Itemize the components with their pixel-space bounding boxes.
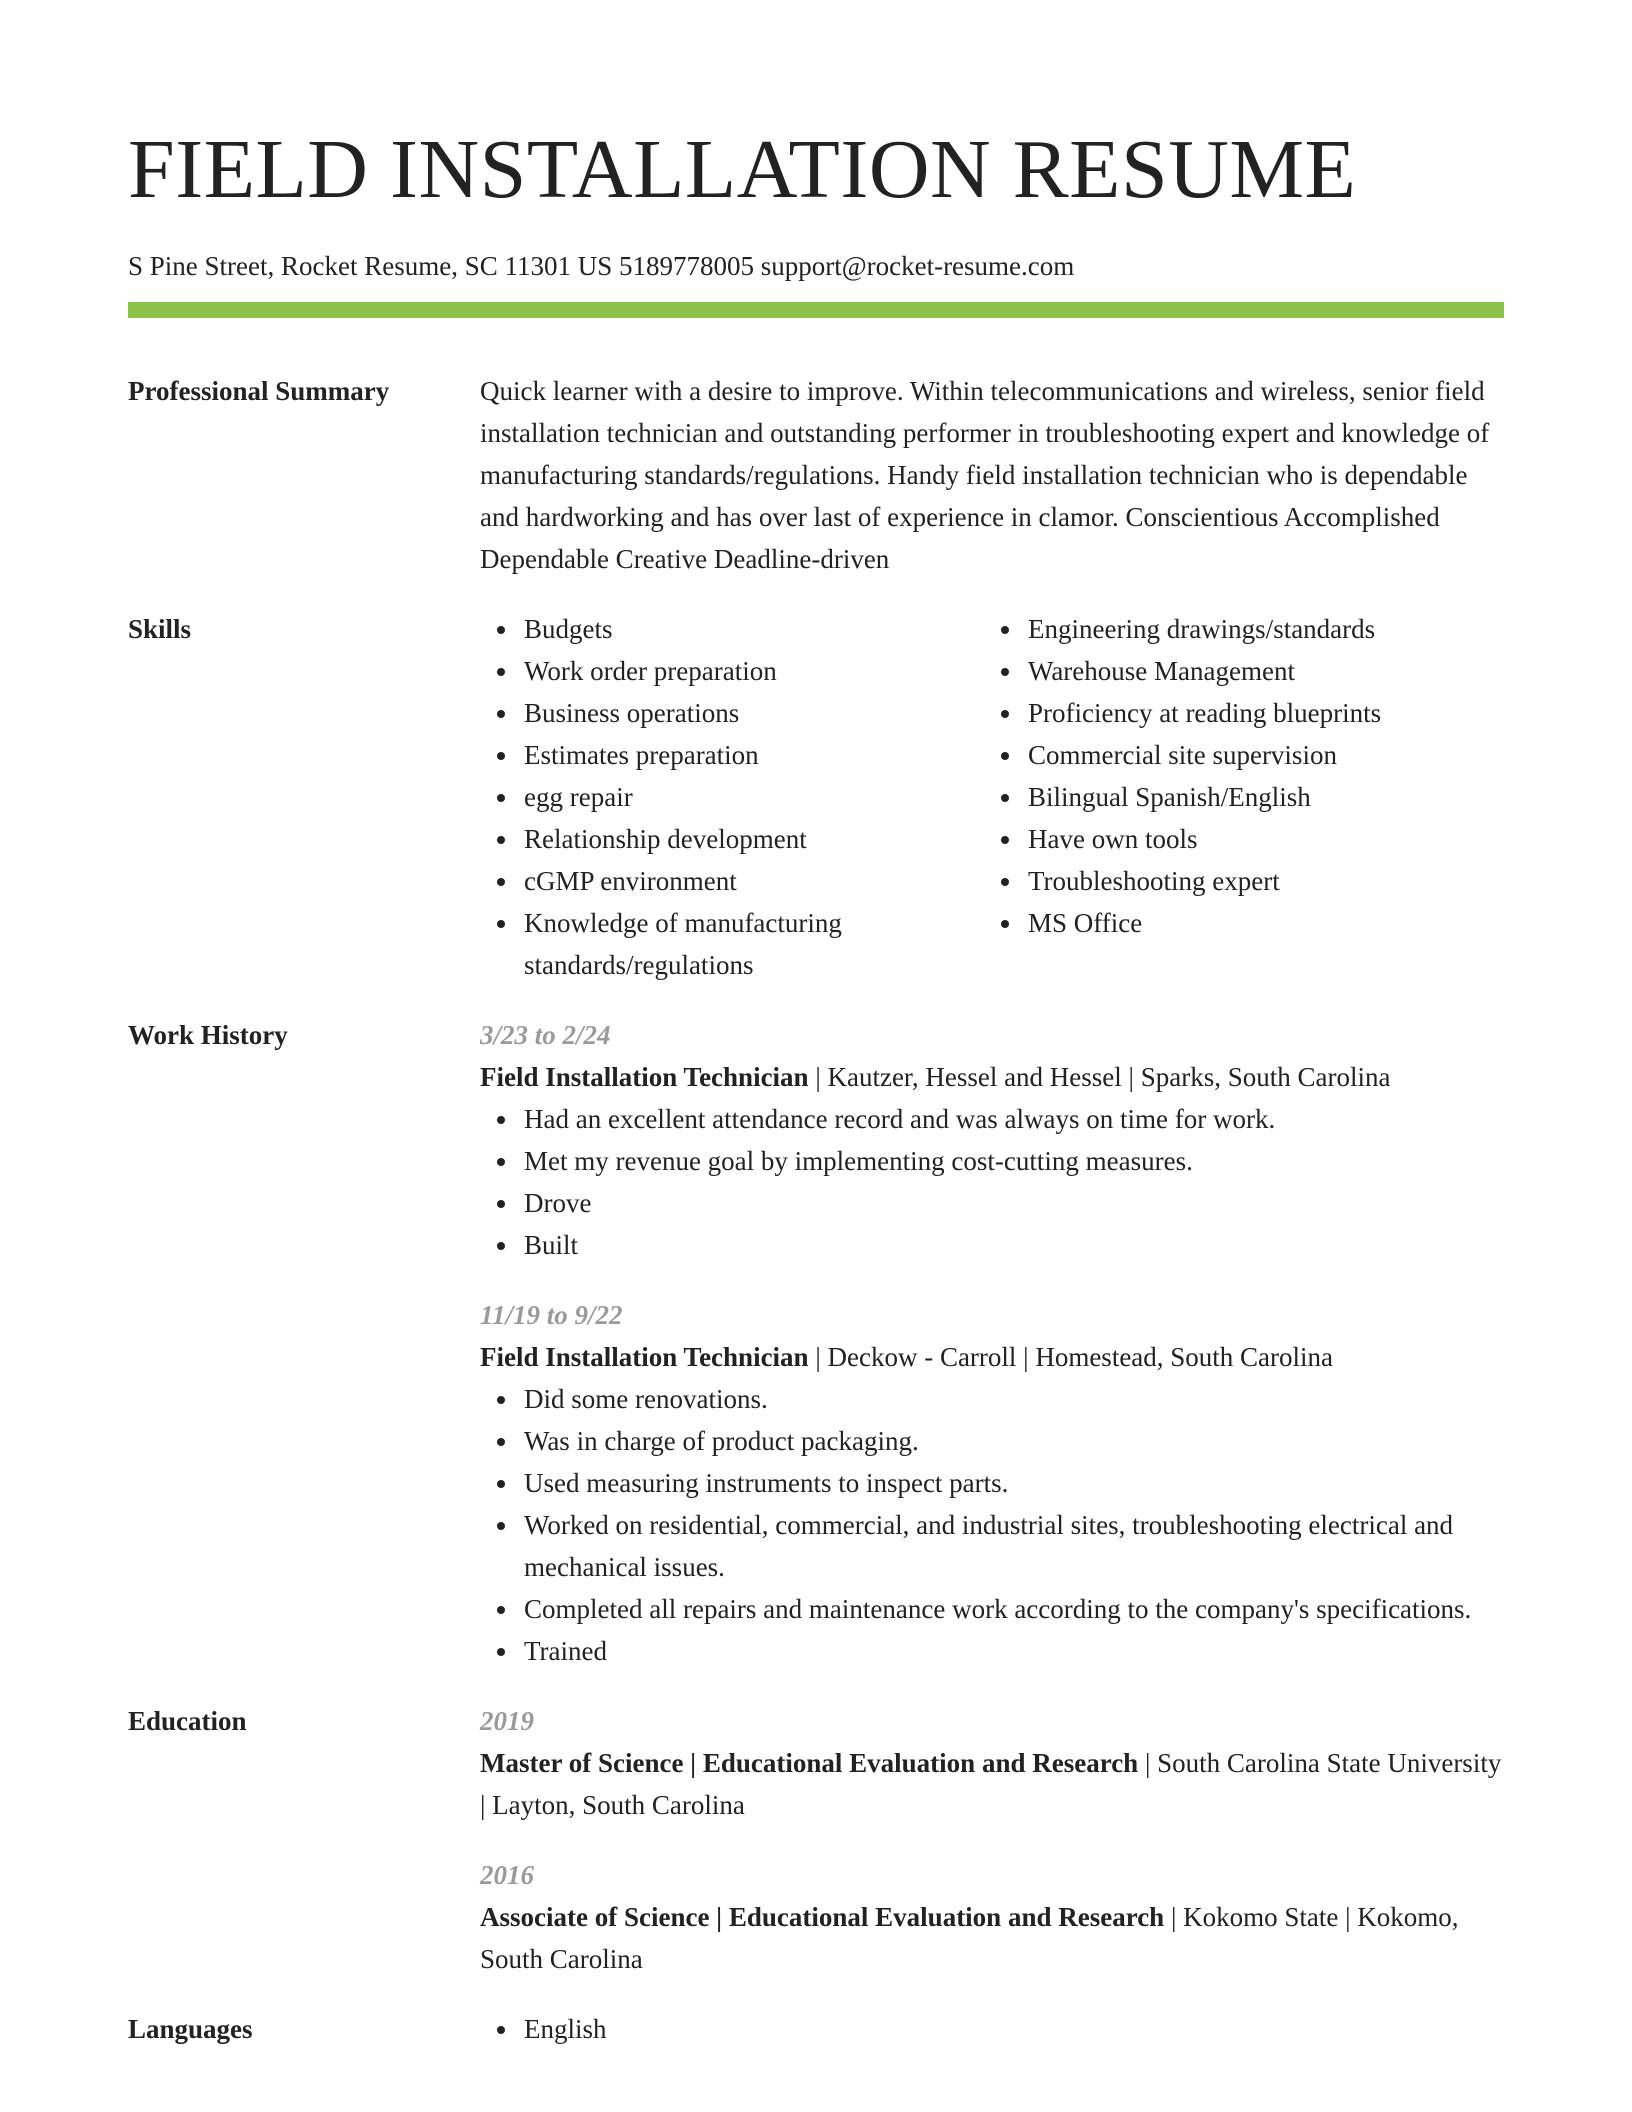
job-bullet: Trained bbox=[524, 1630, 1504, 1672]
header-divider bbox=[128, 302, 1504, 318]
skill-item: cGMP environment bbox=[524, 860, 984, 902]
skill-item: Engineering drawings/standards bbox=[1028, 608, 1504, 650]
job-bullets bbox=[480, 1378, 1504, 1672]
skill-item: Warehouse Management bbox=[1028, 650, 1504, 692]
summary-text: Quick learner with a desire to improve. Within telecommunications and wireless, senior field installation technician and outstanding performer in troubleshooting expert and knowledge of manufacturing standards/regulations. Handy field installation technician who is dependable and hardworking and has over last of experience in clamor. Conscientious Accomplished Dependable Creative Deadline-driven bbox=[480, 376, 1490, 574]
languages-label: Languages bbox=[128, 2014, 253, 2044]
skill-item: Have own tools bbox=[1028, 818, 1504, 860]
skill-item: Commercial site supervision bbox=[1028, 734, 1504, 776]
job-entry bbox=[480, 1014, 1504, 1266]
job-bullet: Was in charge of product packaging. bbox=[524, 1420, 1504, 1462]
job-bullet: Used measuring instruments to inspect parts. bbox=[524, 1462, 1504, 1504]
skill-item: egg repair bbox=[524, 776, 984, 818]
resume-title: FIELD INSTALLATION RESUME bbox=[128, 123, 1357, 216]
skills-label: Skills bbox=[128, 614, 192, 644]
skill-item: Work order preparation bbox=[524, 650, 984, 692]
summary-section bbox=[128, 370, 1504, 580]
skill-item: Relationship development bbox=[524, 818, 984, 860]
education-heading bbox=[480, 1896, 1504, 1980]
job-title: Field Installation Technician bbox=[480, 1062, 809, 1092]
language-item: English bbox=[524, 2008, 1504, 2050]
skill-item: Knowledge of manufacturing standards/regulations bbox=[524, 902, 984, 986]
job-bullet: Completed all repairs and maintenance work according to the company's specifications. bbox=[524, 1588, 1504, 1630]
degree-title: Associate of Science | Educational Evaluation and Research bbox=[480, 1902, 1165, 1932]
skills-list-right bbox=[984, 608, 1504, 944]
job-bullet: Met my revenue goal by implementing cost-cutting measures. bbox=[524, 1140, 1504, 1182]
job-entry bbox=[480, 1294, 1504, 1672]
work-history-label: Work History bbox=[128, 1020, 288, 1050]
education-details: | South Carolina State University | Layton, South Carolina bbox=[480, 1748, 1502, 1820]
summary-label: Professional Summary bbox=[128, 376, 390, 406]
education-label: Education bbox=[128, 1706, 247, 1736]
skill-item: MS Office bbox=[1028, 902, 1504, 944]
job-heading bbox=[480, 1336, 1504, 1378]
languages-list bbox=[480, 2008, 1504, 2050]
job-details: | Kautzer, Hessel and Hessel | Sparks, South Carolina bbox=[808, 1062, 1391, 1092]
job-bullet: Drove bbox=[524, 1182, 1504, 1224]
skill-item: Business operations bbox=[524, 692, 984, 734]
skill-item: Bilingual Spanish/English bbox=[1028, 776, 1504, 818]
degree-title: Master of Science | Educational Evaluation and Research bbox=[480, 1748, 1139, 1778]
education-details: | Kokomo State | Kokomo, South Carolina bbox=[480, 1902, 1459, 1974]
skill-item: Proficiency at reading blueprints bbox=[1028, 692, 1504, 734]
education-entry bbox=[480, 1700, 1504, 1826]
job-bullet: Worked on residential, commercial, and industrial sites, troubleshooting electrical and mechanical issues. bbox=[524, 1504, 1504, 1588]
skill-item: Budgets bbox=[524, 608, 984, 650]
job-bullets bbox=[480, 1098, 1504, 1266]
job-details: | Deckow - Carroll | Homestead, South Carolina bbox=[808, 1342, 1334, 1372]
skill-item: Estimates preparation bbox=[524, 734, 984, 776]
job-dates: 3/23 to 2/24 bbox=[480, 1020, 611, 1050]
education-entry bbox=[480, 1854, 1504, 1980]
job-bullet: Did some renovations. bbox=[524, 1378, 1504, 1420]
languages-section bbox=[128, 2008, 1504, 2050]
job-title: Field Installation Technician bbox=[480, 1342, 809, 1372]
skill-item: Troubleshooting expert bbox=[1028, 860, 1504, 902]
skills-section bbox=[128, 608, 1504, 986]
education-year: 2016 bbox=[480, 1860, 534, 1890]
job-bullet: Had an excellent attendance record and was always on time for work. bbox=[524, 1098, 1504, 1140]
education-section bbox=[128, 1700, 1504, 1980]
education-heading bbox=[480, 1742, 1504, 1826]
contact-line: S Pine Street, Rocket Resume, SC 11301 US 5189778005 support@rocket-resume.com bbox=[128, 251, 1075, 281]
work-history-section bbox=[128, 1014, 1504, 1672]
job-heading bbox=[480, 1056, 1504, 1098]
job-bullet: Built bbox=[524, 1224, 1504, 1266]
job-dates: 11/19 to 9/22 bbox=[480, 1300, 623, 1330]
education-year: 2019 bbox=[480, 1706, 534, 1736]
skills-list-left bbox=[480, 608, 984, 986]
